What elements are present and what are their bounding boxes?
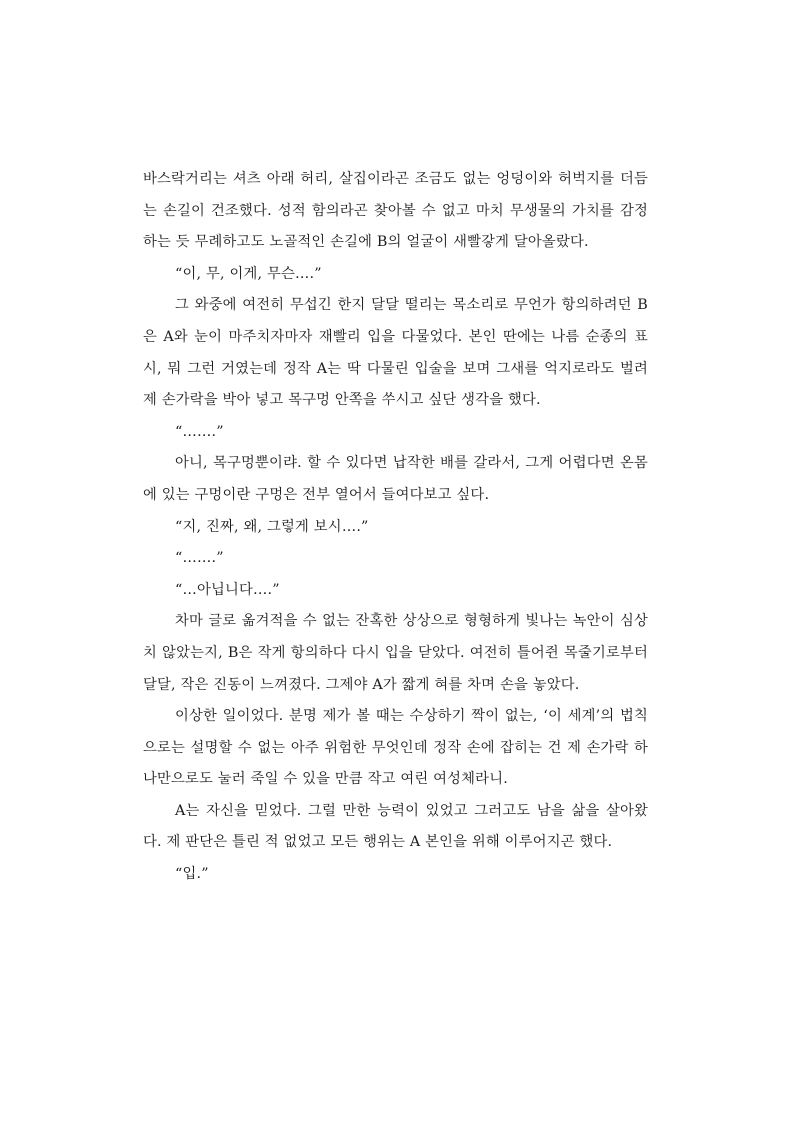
paragraph: 아니, 목구멍뿐이랴. 할 수 있다면 납작한 배를 갈라서, 그게 어렵다면 온몸에 있는 구멍이란 구멍은 전부 열어서 들여다보고 싶다. bbox=[143, 455, 648, 503]
paragraph: 이상한 일이었다. 분명 제가 볼 때는 수상하기 짝이 없는, ‘이 세계’의 법칙으로는 설명할 수 없는 아주 위험한 무엇인데 정작 손에 잡히는 건 제 손가락 하나만으로도 눌러 죽일 수 있을 만큼 작고 여린 여성체라니. bbox=[143, 708, 648, 788]
paragraph: A는 자신을 믿었다. 그럴 만한 능력이 있었고 그러고도 남을 삶을 살아왔다. 제 판단은 틀린 적 없었고 모든 행위는 A 본인을 위해 이루어지곤 했다. bbox=[143, 802, 648, 851]
body-text bbox=[143, 164, 648, 891]
paragraph: 바스락거리는 셔츠 아래 허리, 살집이라곤 조금도 없는 엉덩이와 허벅지를 더듬는 손길이 건조했다. 성적 함의라곤 찾아볼 수 없고 마치 무생물의 가치를 감정하는 듯 무례하고도 노골적인 손길에 B의 얼굴이 새빨갛게 달아올랐다. bbox=[143, 171, 648, 251]
dialogue-line: “지, 진짜, 왜, 그렇게 보시….” bbox=[175, 518, 369, 535]
dialogue-line: “…….” bbox=[175, 550, 224, 567]
paragraph: 차마 글로 옮겨적을 수 없는 잔혹한 상상으로 형형하게 빛나는 녹안이 심상치 않았는지, B은 작게 항의하다 다시 입을 닫았다. 여전히 틀어쥔 목줄기로부터 달달, 작은 진동이 느껴졌다. 그제야 A가 짧게 혀를 차며 손을 놓았다. bbox=[143, 613, 648, 693]
dialogue-line: “입.” bbox=[175, 866, 209, 883]
dialogue-line: “…….” bbox=[175, 423, 224, 440]
dialogue-line: “이, 무, 이게, 무슨….” bbox=[175, 265, 322, 282]
dialogue-line: “…아닙니다….” bbox=[175, 581, 280, 598]
paragraph: 그 와중에 여전히 무섭긴 한지 달달 떨리는 목소리로 무언가 항의하려던 B은 A와 눈이 마주치자마자 재빨리 입을 다물었다. 본인 딴에는 나름 순종의 표시, 뭐 그런 거였는데 정작 A는 딱 다물린 입술을 보며 그새를 억지로라도 벌려 제 손가락을 박아 넣고 목구멍 안쪽을 쑤시고 싶단 생각을 했다. bbox=[143, 297, 648, 409]
